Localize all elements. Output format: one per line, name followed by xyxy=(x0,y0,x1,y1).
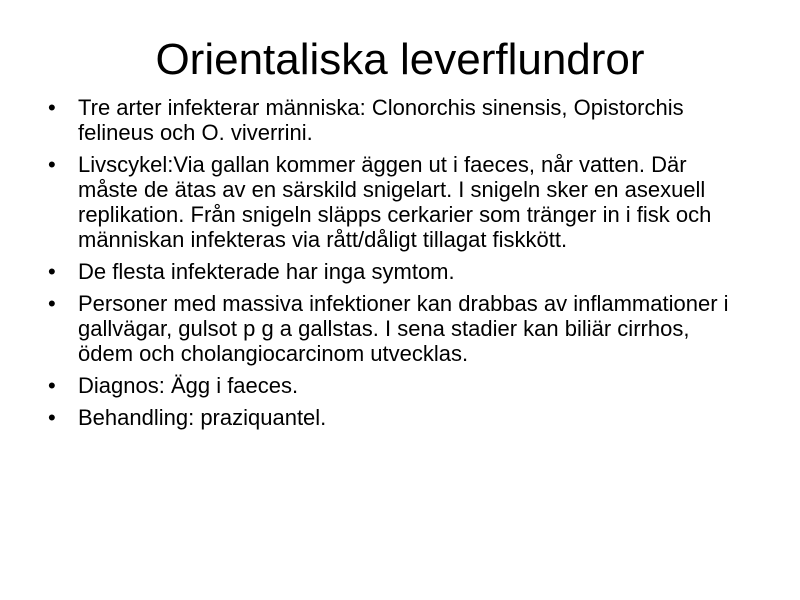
slide-title: Orientaliska leverflundror xyxy=(155,35,645,84)
bullet-item xyxy=(48,259,748,284)
bullet-item xyxy=(48,291,748,366)
bullet-item xyxy=(48,373,748,398)
bullet-text: Livscykel:Via gallan kommer äggen ut i faeces, når vatten. Där måste de ätas av en särskild snigelart. I snigeln sker en asexuell replikation. Från snigeln släpps cerkarier som tränger in i fisk och människan infekteras via rått/dåligt tillagat fiskkött. xyxy=(78,152,712,252)
bullet-text: Tre arter infekterar människa: Clonorchis sinensis, Opistorchis felineus och O. viverrini. xyxy=(78,95,684,145)
bullet-icon: • xyxy=(48,152,56,177)
bullet-icon: • xyxy=(48,405,56,430)
bullet-text: Behandling: praziquantel. xyxy=(78,405,327,430)
bullet-item xyxy=(48,405,748,430)
bullet-icon: • xyxy=(48,95,56,120)
bullet-text: De flesta infekterade har inga symtom. xyxy=(78,259,455,284)
bullet-item xyxy=(48,95,748,145)
bullet-list xyxy=(48,95,748,437)
bullet-text: Diagnos: Ägg i faeces. xyxy=(78,373,299,398)
bullet-icon: • xyxy=(48,291,56,316)
bullet-icon: • xyxy=(48,373,56,398)
bullet-item xyxy=(48,152,748,252)
bullet-icon: • xyxy=(48,259,56,284)
bullet-text: Personer med massiva infektioner kan drabbas av inflammationer i gallvägar, gulsot p g a gallstas. I sena stadier kan biliär cirrhos, ödem och cholangiocarcinom utvecklas. xyxy=(78,291,729,366)
